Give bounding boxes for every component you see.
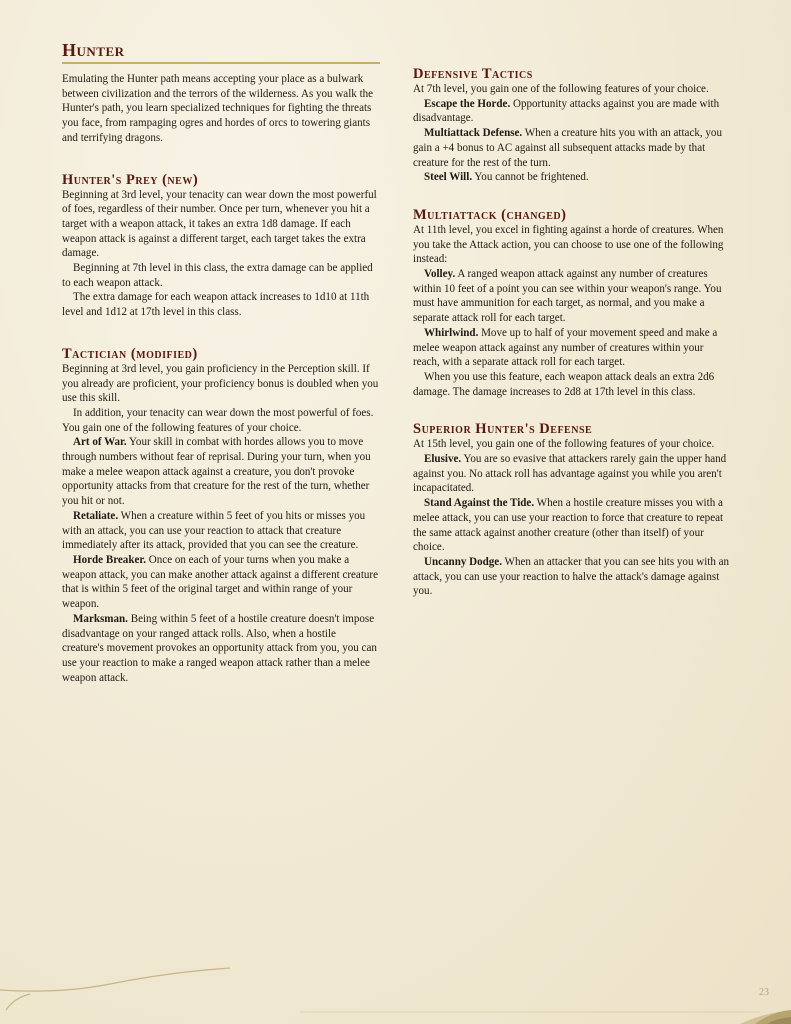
feature-marksman — [62, 612, 380, 686]
heading-superior-hunters-defense: Superior Hunter's Defense — [413, 421, 593, 438]
feature-name: Retaliate. — [73, 509, 119, 522]
feature-text: Opportunity attacks against you are made with disadvantage. — [413, 97, 720, 125]
feature-name: Steel Will. — [424, 171, 473, 184]
heading-multiattack: Multiattack (changed) — [413, 206, 567, 223]
feature-text: You cannot be frightened. — [472, 171, 589, 184]
heading-defensive-tactics: Defensive Tactics — [413, 66, 533, 82]
section-title-hunter: Hunter — [62, 40, 380, 64]
tactician-paragraph-1: Beginning at 3rd level, you gain proficiency in the Perception skill. If you already are proficient, your proficiency bonus is doubled when you use this skill. — [62, 362, 379, 405]
page-number: 23 — [759, 987, 769, 998]
feature-name: Whirlwind. — [424, 326, 479, 339]
feature-volley — [413, 267, 731, 326]
left-column — [62, 40, 380, 685]
heading-hunters-prey: Hunter's Prey (new) — [62, 171, 199, 188]
footer-ornament — [0, 964, 791, 1024]
page-corner-icon — [747, 990, 791, 1024]
feature-art-of-war — [62, 435, 380, 509]
feature-name: Multiattack Defense. — [424, 127, 523, 140]
feature-name: Escape the Horde. — [424, 97, 511, 110]
feature-text: When an attacker that you can see hits you with an attack, you can use your reaction to halve the attack's damage against you. — [413, 555, 730, 598]
multiattack-paragraph-1: At 11th level, you excel in fighting against a horde of creatures. When you take the Attack action, you can choose to use one of the following instead: — [413, 223, 724, 266]
prey-paragraph-2: Beginning at 7th level in this class, the extra damage can be applied to each weapon attack. — [62, 262, 373, 289]
prey-paragraph-3: The extra damage for each weapon attack increases to 1d10 at 11th level and 1d12 at 17th level in this class. — [62, 291, 370, 319]
feature-name: Elusive. — [424, 453, 462, 466]
feature-text: When a hostile creature misses you with a melee attack, you can use your reaction to force that creature to repeat the same attack against another creature (other than itself) of your choice. — [413, 497, 724, 554]
feature-name: Stand Against the Tide. — [424, 497, 535, 510]
feature-text: When a creature within 5 feet of you hits or misses you with an attack, you can use your reaction to attack that creature immediately after its attack, provided that you can see the creature. — [62, 509, 366, 552]
superior-paragraph-1: At 15th level, you gain one of the following features of your choice. — [413, 438, 715, 451]
tactician-paragraph-2: In addition, your tenacity can wear down the most powerful of foes. You gain one of the following features of your choice. — [62, 406, 374, 434]
feature-retaliate — [62, 509, 380, 553]
feature-horde-breaker — [62, 553, 380, 612]
feature-text: Once on each of your turns when you make a weapon attack, you can make another attack against a different creature that is within 5 feet of the original target and within range of your weapon. — [62, 553, 379, 611]
feature-name: Art of War. — [73, 436, 127, 449]
feature-text: Move up to half of your movement speed and make a melee weapon attack against any number of creatures within your reach, with a separate attack roll for each target. — [413, 326, 718, 369]
feature-name: Uncanny Dodge. — [424, 555, 502, 568]
feature-text: A ranged weapon attack against any number of creatures within 10 feet of a point you can see within your weapon's range. You must have ammunition for each target, as normal, and you make a separate attack roll for each target. — [413, 268, 722, 325]
hunter-intro: Emulating the Hunter path means accepting your place as a bulwark between civilization and the terrors of the wilderness. As you walk the Hunter's path, you learn specialized techniques for fighting the threats you face, from rampaging ogres and hordes of orcs to towering giants and terrifying dragons. — [62, 73, 374, 144]
right-column — [413, 66, 731, 599]
multiattack-paragraph-2: When you use this feature, each weapon attack deals an extra 2d6 damage. The damage increases to 2d8 at 17th level in this class. — [413, 370, 715, 398]
feature-whirlwind — [413, 326, 731, 370]
feature-text: When a creature hits you with an attack, you gain a +4 bonus to AC against all subsequent attacks made by that creature for the rest of the turn. — [413, 127, 722, 169]
heading-tactician: Tactician (modified) — [62, 345, 198, 362]
feature-name: Marksman. — [73, 612, 128, 625]
feature-text: You are so evasive that attackers rarely gain the upper hand against you. No attack roll has advantage against you while you aren't incapacitated. — [413, 453, 727, 495]
feature-elusive — [413, 452, 731, 496]
feature-name: Horde Breaker. — [73, 553, 147, 566]
page-footer — [0, 964, 791, 1024]
feature-escape-the-horde — [413, 97, 731, 126]
defensive-paragraph-1: At 7th level, you gain one of the following features of your choice. — [413, 83, 709, 95]
feature-steel-will — [413, 170, 731, 185]
feature-uncanny-dodge — [413, 555, 731, 599]
feature-text: Being within 5 feet of a hostile creature doesn't impose disadvantage on your ranged attack rolls. Also, when a hostile creature's movement provokes an opportunity attack from you, you can use your reaction to make a ranged weapon attack rather than a melee weapon attack. — [62, 612, 377, 684]
prey-paragraph-1: Beginning at 3rd level, your tenacity can wear down the most powerful of foes, regardless of their number. Once per turn, whenever you hit a target with a weapon attack, it takes an extra 1d8 damage. If each weapon attack is against a different target, each target takes the extra damage. — [62, 188, 377, 260]
feature-text: Your skill in combat with hordes allows you to move through numbers without fear of reprisal. During your turn, when you make a melee weapon attack against a creature, you don't provoke opportunity attacks from that creature for the rest of the turn, whether you hit or not. — [62, 436, 371, 508]
feature-stand-against-the-tide — [413, 496, 731, 555]
feature-multiattack-defense — [413, 126, 731, 170]
feature-name: Volley. — [424, 268, 456, 281]
